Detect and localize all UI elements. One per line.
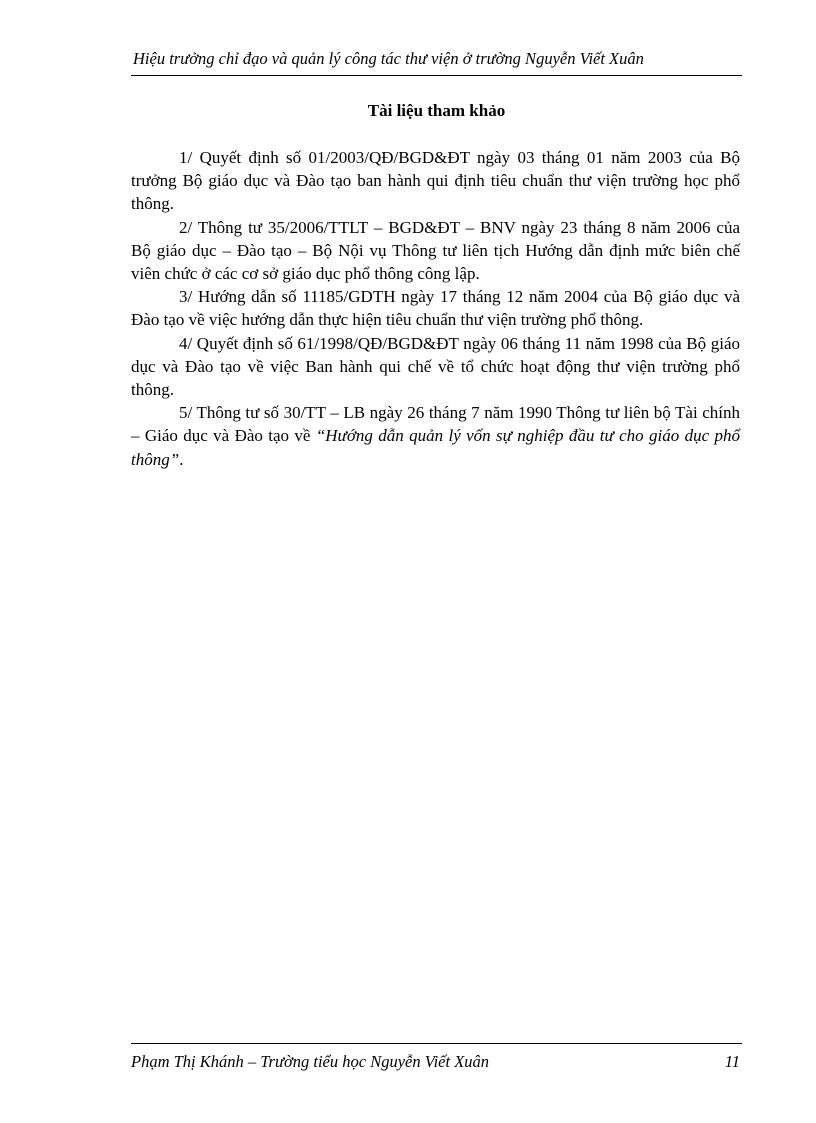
footer-author: Phạm Thị Khánh – Trường tiểu học Nguyễn Viết Xuân: [131, 1052, 490, 1071]
section-title: Tài liệu tham khảo: [367, 101, 506, 120]
reference-item-4: 4/ Quyết định số 61/1998/QĐ/BGD&ĐT ngày 06 tháng 11 năm 1998 của Bộ giáo dục và Đào tạo về việc Ban hành qui chế về tổ chức hoạt động thư viện trường phổ thông.: [131, 333, 740, 400]
reference-item-2: 2/ Thông tư 35/2006/TTLT – BGD&ĐT – BNV ngày 23 tháng 8 năm 2006 của Bộ giáo dục – Đào tạo – Bộ Nội vụ Thông tư liên tịch Hướng dẫn định mức biên chế viên chức ở các cơ sở giáo dục phổ thông công lập.: [131, 217, 740, 284]
reference-item-1: 1/ Quyết định số 01/2003/QĐ/BGD&ĐT ngày 03 tháng 01 năm 2003 của Bộ trưởng Bộ giáo dục và Đào tạo ban hành qui định tiêu chuẩn thư viện trường học phổ thông.: [131, 148, 740, 214]
header-divider: [131, 75, 742, 76]
reference-item-5-quoted-title: “Hướng dẫn quản lý vốn sự nghiệp đầu tư cho giáo dục phổ thông”: [131, 426, 741, 469]
reference-item-5-text: 5/ Thông tư số 30/TT – LB ngày 26 tháng 7 năm 1990 Thông tư liên bộ Tài chính – Giáo dục và Đào tạo về: [131, 403, 740, 446]
footer-divider: [131, 1043, 742, 1044]
reference-item-5: [131, 401, 740, 471]
reference-list: [131, 146, 740, 471]
reference-item-5-tail: .: [179, 449, 184, 469]
page-number: 11: [724, 1052, 740, 1071]
running-header: Hiệu trưởng chỉ đạo và quản lý công tác thư viện ở trường Nguyễn Viết Xuân: [133, 49, 644, 68]
reference-item-3: 3/ Hướng dẫn số 11185/GDTH ngày 17 tháng 12 năm 2004 của Bộ giáo dục và Đào tạo về việc hướng dẫn thực hiện tiêu chuẩn thư viện trường phổ thông.: [131, 287, 740, 330]
